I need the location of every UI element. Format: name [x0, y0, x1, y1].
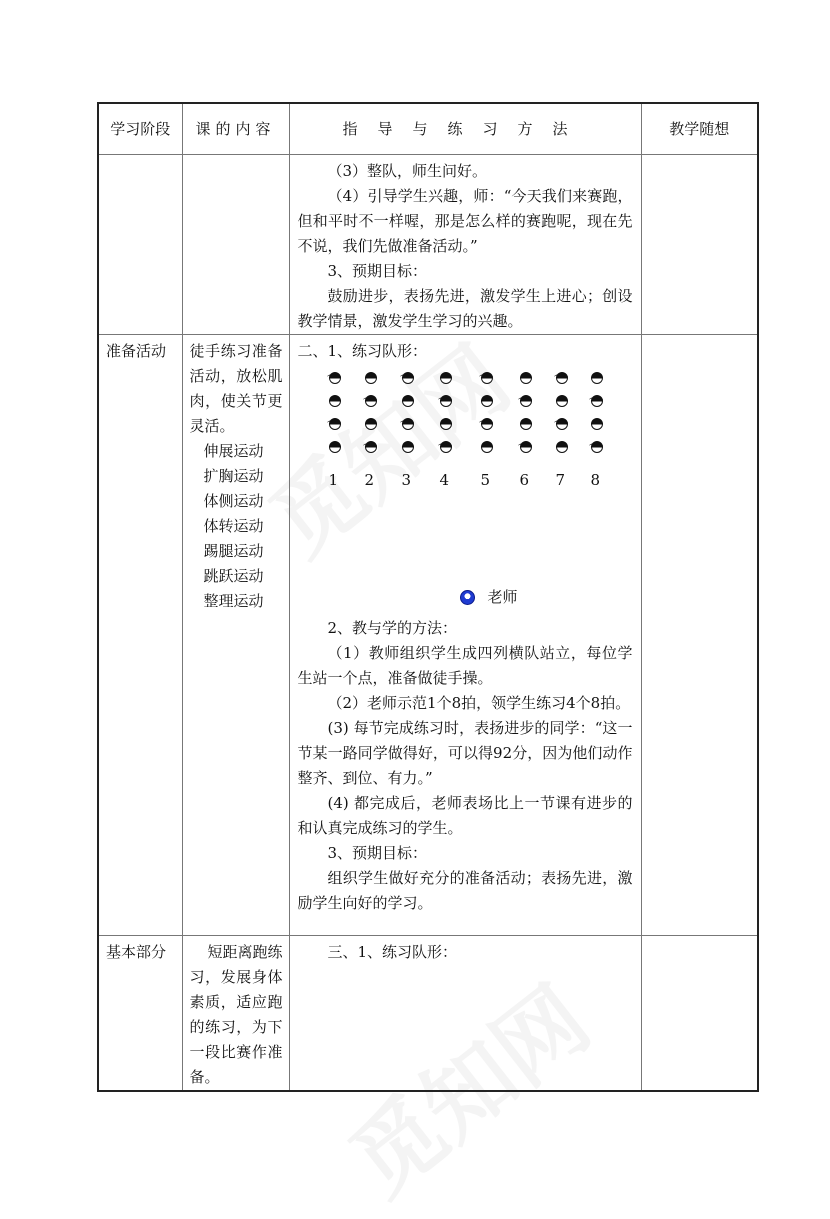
cell-notes: [641, 155, 758, 335]
lesson-plan-table: [97, 102, 759, 1092]
table-header-row: [98, 103, 758, 155]
formation-diagram: [298, 366, 628, 616]
table-row: [98, 335, 758, 936]
guide-title: 二、1、练习队形：: [297, 342, 428, 360]
guide-line: (3) 每节完成练习时，表扬进步的同学：“这一节某一路同学做得好，可以得92分，因为他们动作整齐、到位、有力。”: [297, 719, 633, 787]
header-notes: 教学随想: [641, 103, 758, 155]
student-marker: [329, 418, 341, 430]
student-marker: [520, 372, 532, 384]
content-item: 跳跃运动: [203, 567, 264, 585]
column-number: 2: [364, 471, 375, 489]
header-content: 课的内容: [182, 103, 289, 155]
guide-line: （3）整队，师生问好。: [327, 162, 488, 180]
student-marker: [440, 372, 452, 384]
student-marker: [481, 395, 493, 407]
student-marker: [556, 441, 568, 453]
guide-line: 组织学生做好充分的准备活动；表扬先进，激励学生向好的学习。: [297, 869, 633, 912]
student-marker: [365, 395, 377, 407]
cell-content: [182, 335, 289, 936]
column-number: 8: [590, 471, 601, 489]
student-marker: [556, 372, 568, 384]
cell-content: [182, 936, 289, 1092]
column-number: 4: [439, 471, 450, 489]
content-item: 扩胸运动: [203, 467, 264, 485]
guide-line: 鼓励进步，表扬先进，激发学生上进心；创设教学情景，激发学生学习的兴趣。: [297, 287, 633, 330]
content-item: 体侧运动: [203, 492, 264, 510]
student-marker: [556, 395, 568, 407]
student-marker: [402, 372, 414, 384]
guide-line: (4) 都完成后，老师表场比上一节课有进步的和认真完成练习的学生。: [297, 794, 633, 837]
student-marker: [402, 395, 414, 407]
cell-guide: [289, 936, 641, 1092]
student-marker: [520, 395, 532, 407]
cell-notes: [641, 335, 758, 936]
student-marker: [440, 395, 452, 407]
content-intro: 徒手练习准备活动，放松肌肉，使关节更灵活。: [189, 342, 283, 435]
cell-content: [182, 155, 289, 335]
table-row: [98, 936, 758, 1092]
teacher-label: 老师: [487, 588, 518, 606]
column-number: 5: [480, 471, 491, 489]
column-number: 1: [328, 471, 339, 489]
cell-stage: [98, 155, 182, 335]
student-marker: [481, 418, 493, 430]
guide-line: （1）教师组织学生成四列横队站立，每位学生站一个点，准备做徒手操。: [297, 644, 633, 687]
content-text: 短距离跑练习，发展身体素质，适应跑的练习，为下一段比赛作准备。: [189, 943, 283, 1086]
student-marker: [520, 418, 532, 430]
student-marker: [481, 441, 493, 453]
column-number: 3: [401, 471, 412, 489]
student-marker: [520, 441, 532, 453]
student-marker: [365, 372, 377, 384]
stage-text: 基本部分: [106, 943, 167, 961]
cell-notes: [641, 936, 758, 1092]
cell-stage: [98, 936, 182, 1092]
student-marker: [329, 441, 341, 453]
student-marker: [365, 441, 377, 453]
student-marker: [329, 372, 341, 384]
stage-text: [99, 155, 182, 159]
student-marker: [440, 441, 452, 453]
guide-line: 3、预期目标：: [327, 262, 428, 280]
guide-line: 2、教与学的方法：: [327, 619, 458, 637]
student-marker: [402, 418, 414, 430]
header-guide: 指导与练习方法: [289, 103, 641, 155]
cell-guide: [289, 155, 641, 335]
student-marker: [556, 418, 568, 430]
stage-text: 准备活动: [106, 342, 167, 360]
cell-stage: [98, 335, 182, 936]
table-row: [98, 155, 758, 335]
guide-line: 3、预期目标：: [327, 844, 428, 862]
student-marker: [591, 395, 603, 407]
student-marker: [365, 418, 377, 430]
cell-guide: [289, 335, 641, 936]
column-number: 6: [519, 471, 530, 489]
student-marker: [591, 418, 603, 430]
teacher-icon: [460, 590, 475, 605]
student-marker: [402, 441, 414, 453]
header-stage: 学习阶段: [98, 103, 182, 155]
content-item: 踢腿运动: [203, 542, 264, 560]
content-text: [183, 155, 289, 159]
student-marker: [591, 372, 603, 384]
content-item: 伸展运动: [203, 442, 264, 460]
guide-line: （4）引导学生兴趣，师：“今天我们来赛跑，但和平时不一样喔，那是怎么样的赛跑呢，现在先不说，我们先做准备活动。”: [297, 187, 633, 255]
column-number: 7: [555, 471, 566, 489]
student-marker: [591, 441, 603, 453]
content-item: 整理运动: [203, 592, 264, 610]
student-marker: [329, 395, 341, 407]
content-item: 体转运动: [203, 517, 264, 535]
guide-line: （2）老师示范1个8拍，领学生练习4个8拍。: [327, 694, 631, 712]
student-marker: [481, 372, 493, 384]
guide-title: 三、1、练习队形：: [327, 943, 458, 961]
student-marker: [440, 418, 452, 430]
